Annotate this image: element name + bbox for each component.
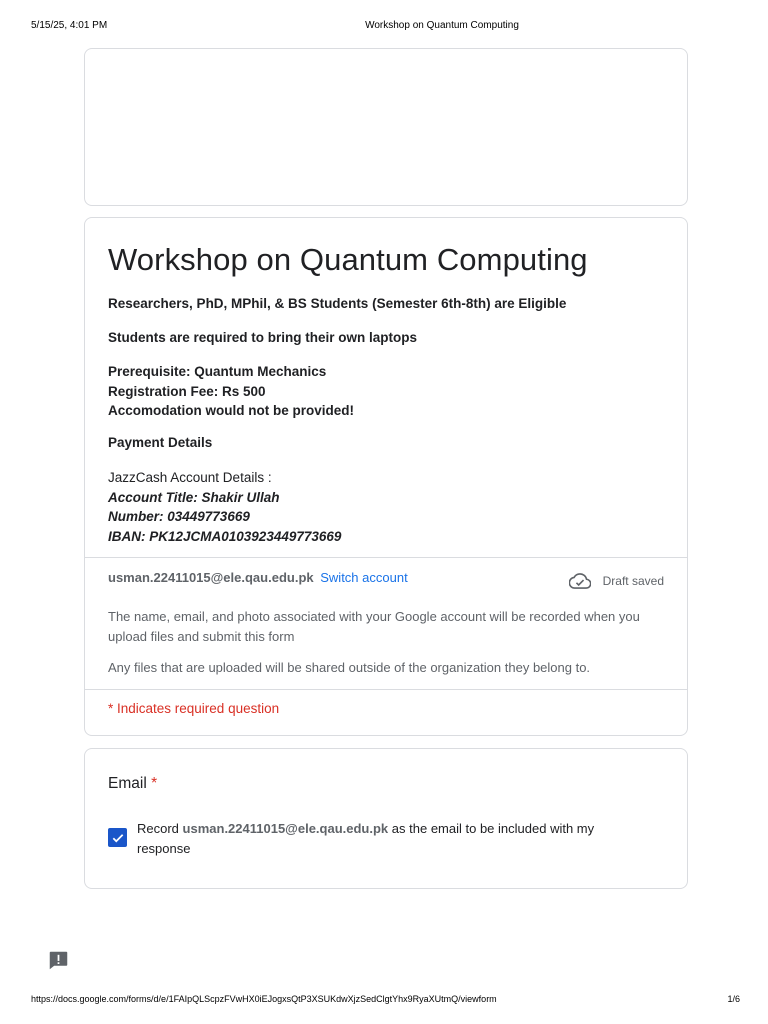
jazzcash-block — [108, 468, 341, 546]
report-problem-button[interactable] — [48, 950, 69, 971]
eligibility-text: Researchers, PhD, MPhil, & BS Students (Semester 6th-8th) are Eligible — [108, 296, 567, 311]
page-number: 1/6 — [727, 994, 740, 1004]
account-title-text: Account Title: Shakir Ullah — [108, 489, 280, 505]
email-question-card — [84, 748, 688, 889]
email-label-text: Email — [108, 775, 147, 792]
required-star: * — [151, 775, 158, 792]
divider — [85, 557, 687, 558]
requirements-block — [108, 362, 354, 421]
account-row — [108, 570, 408, 585]
switch-account-link[interactable]: Switch account — [320, 570, 408, 585]
page-url: https://docs.google.com/forms/d/e/1FAIpQLScpzFVwHX0iEJogxsQtP3XSUKdwXjzSedClgtYhx9RyaXUtmQ/viewform — [31, 994, 497, 1004]
account-number-text: Number: 03449773669 — [108, 509, 250, 524]
laptops-text: Students are required to bring their own laptops — [108, 330, 418, 345]
cloud-check-icon — [569, 573, 591, 589]
print-datetime: 5/15/25, 4:01 PM — [31, 20, 108, 31]
payment-heading: Payment Details — [108, 435, 213, 450]
record-email: usman.22411015@ele.qau.edu.pk — [182, 821, 389, 836]
sharing-notice: Any files that are uploaded will be shared outside of the organization they belong to. — [108, 660, 591, 675]
print-page-title: Workshop on Quantum Computing — [365, 20, 519, 31]
required-note: * Indicates required question — [108, 701, 280, 716]
form-title-card — [84, 217, 688, 736]
divider — [85, 689, 687, 690]
prerequisite-text: Prerequisite: Quantum Mechanics — [108, 364, 327, 379]
record-suffix: as the email to be included with my response — [137, 821, 595, 856]
fee-text: Registration Fee: Rs 500 — [108, 383, 266, 399]
record-prefix: Record — [137, 821, 179, 836]
header-image-card — [84, 48, 688, 206]
recording-notice: The name, email, and photo associated with your Google account will be recorded when you upload files and submit this form — [108, 609, 640, 644]
jazzcash-heading: JazzCash Account Details : — [108, 470, 272, 485]
email-question-label — [108, 775, 157, 793]
account-email: usman.22411015@ele.qau.edu.pk — [108, 570, 314, 585]
iban-text: IBAN: PK12JCMA0103923449773669 — [108, 528, 342, 544]
report-problem-icon — [48, 950, 69, 971]
record-email-text — [137, 819, 637, 859]
form-title: Workshop on Quantum Computing — [108, 242, 588, 277]
draft-status — [569, 573, 664, 589]
draft-status-text: Draft saved — [602, 574, 664, 588]
record-email-checkbox[interactable] — [108, 828, 127, 847]
check-icon — [111, 831, 125, 845]
accommodation-text: Accomodation would not be provided! — [108, 403, 354, 418]
print-header — [0, 0, 768, 30]
